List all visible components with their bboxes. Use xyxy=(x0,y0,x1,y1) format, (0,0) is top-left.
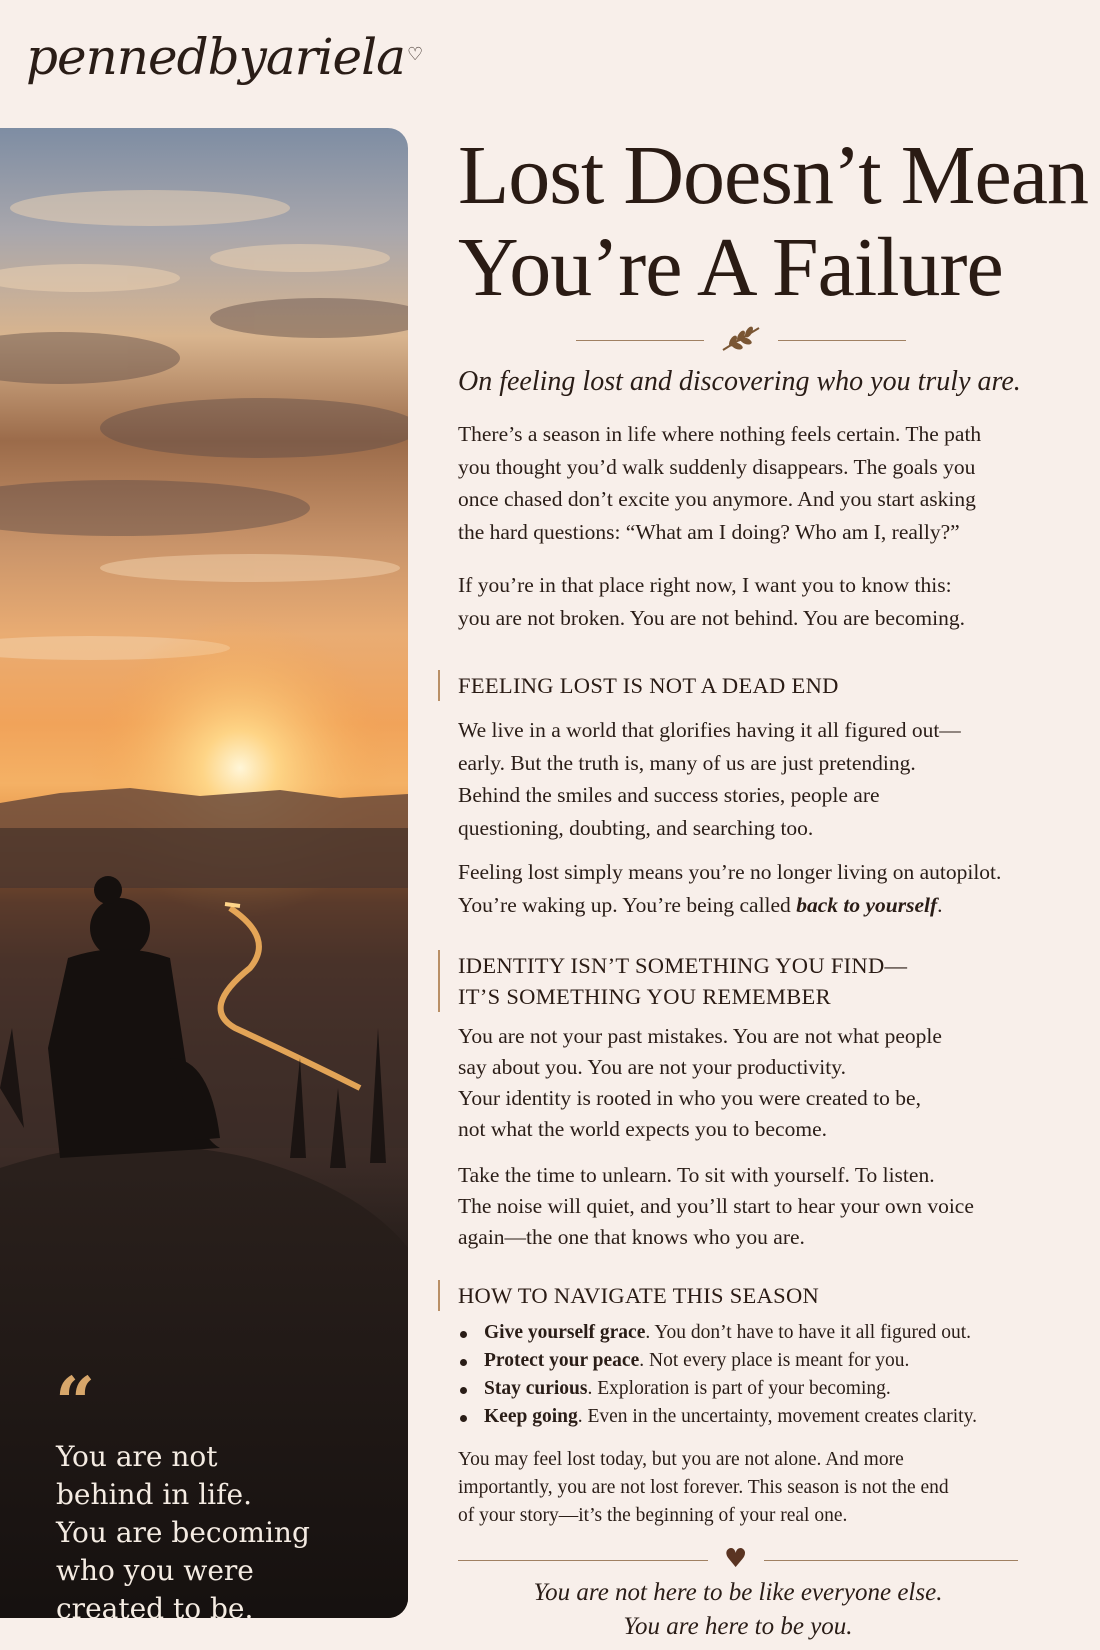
text-line: again—the one that knows who you are. xyxy=(458,1225,805,1249)
list-item-bold: Keep going xyxy=(484,1406,578,1427)
text-line: not what the world expects you to become. xyxy=(458,1117,827,1141)
list-item-text: . Even in the uncertainty, movement creates clarity. xyxy=(577,1406,977,1427)
list-item xyxy=(458,1347,1058,1375)
text-line: questioning, doubting, and searching too. xyxy=(458,815,814,840)
text-line: We live in a world that glorifies having it all figured out— xyxy=(458,718,961,742)
sunset-photo xyxy=(0,128,408,1618)
list-item-bold: Protect your peace xyxy=(484,1350,640,1371)
emphasis-text: back to yourself xyxy=(796,892,938,917)
divider-line xyxy=(764,1560,1018,1561)
text-line: . xyxy=(937,892,943,917)
section-paragraph xyxy=(458,1160,1038,1253)
list-item-text: . You don’t have to have it all figured out. xyxy=(645,1322,972,1343)
section-paragraph xyxy=(458,714,1038,844)
section-heading: HOW TO NAVIGATE THIS SEASON xyxy=(438,1280,1078,1311)
footer-divider xyxy=(458,1546,1018,1576)
divider-line xyxy=(576,340,704,341)
text-line: You may feel lost today, but you are not alone. And more xyxy=(458,1449,904,1470)
text-line: The noise will quiet, and you’ll start to hear your own voice xyxy=(458,1194,974,1218)
tips-list xyxy=(458,1319,1058,1431)
heading-line: IDENTITY ISN’T SOMETHING YOU FIND— xyxy=(458,953,908,978)
text-line: you are not broken. You are not behind. You are becoming. xyxy=(458,605,965,630)
text-line: Behind the smiles and success stories, people are xyxy=(458,783,880,807)
heart-outline-icon: ♡ xyxy=(406,44,423,65)
title-line: Lost Doesn’t Mean xyxy=(458,129,1089,222)
text-line: importantly, you are not lost forever. This season is not the end xyxy=(458,1477,949,1498)
section-heading xyxy=(438,950,1078,1012)
logo-text: pennedbyariela xyxy=(26,28,405,86)
intro-paragraph xyxy=(458,418,1038,548)
intro-paragraph xyxy=(458,569,1038,634)
pull-quote-line: behind in life. xyxy=(56,1478,252,1511)
text-line: There’s a season in life where nothing feels certain. The path xyxy=(458,422,982,446)
closing-quote xyxy=(458,1576,1018,1644)
quote-mark-icon: “ xyxy=(55,1361,96,1444)
brand-logo xyxy=(26,28,422,86)
closing-line: You are not here to be like everyone else. xyxy=(533,1579,943,1606)
text-line: of your story—it’s the beginning of your real one. xyxy=(458,1505,848,1526)
text-line: Take the time to unlearn. To sit with yourself. To listen. xyxy=(458,1163,935,1187)
text-line: early. But the truth is, many of us are just pretending. xyxy=(458,750,916,775)
list-item-text: . Not every place is meant for you. xyxy=(639,1350,910,1371)
article-subtitle: On feeling lost and discovering who you truly are. xyxy=(458,366,1021,397)
pull-quote-line: You are not xyxy=(56,1440,218,1473)
text-line: once chased don’t excite you anymore. And you start asking xyxy=(458,487,976,511)
text-line: the hard questions: “What am I doing? Who am I, really?” xyxy=(458,519,960,544)
list-item-text: . Exploration is part of your becoming. xyxy=(587,1378,891,1399)
list-item-bold: Give yourself grace xyxy=(484,1322,646,1343)
list-item xyxy=(458,1403,1058,1431)
text-line: You’re waking up. You’re being called xyxy=(458,892,797,917)
pull-quote-line: who you were xyxy=(56,1554,254,1587)
title-divider xyxy=(576,324,906,354)
leaf-sprig-icon xyxy=(719,324,763,361)
section-paragraph xyxy=(458,1021,1038,1145)
list-item xyxy=(458,1319,1058,1347)
text-line: Your identity is rooted in who you were created to be, xyxy=(458,1086,921,1110)
pull-quote-line: created to be. xyxy=(56,1592,254,1618)
list-item xyxy=(458,1375,1058,1403)
closing-line: You are here to be you. xyxy=(623,1613,853,1640)
text-line: Feeling lost simply means you’re no longer living on autopilot. xyxy=(458,860,1002,884)
title-line: You’re A Failure xyxy=(458,221,1003,314)
article-title xyxy=(458,130,1098,314)
section-paragraph xyxy=(458,856,1038,921)
pull-quote xyxy=(56,1438,386,1618)
section-heading: FEELING LOST IS NOT A DEAD END xyxy=(438,670,1078,701)
pull-quote-line: You are becoming xyxy=(56,1516,310,1549)
heading-line: IT’S SOMETHING YOU REMEMBER xyxy=(458,984,831,1009)
divider-line xyxy=(778,340,906,341)
closing-paragraph xyxy=(458,1446,1043,1530)
text-line: You are not your past mistakes. You are not what people xyxy=(458,1024,942,1048)
list-item-bold: Stay curious xyxy=(484,1378,588,1399)
text-line: say about you. You are not your productivity. xyxy=(458,1055,846,1079)
divider-line xyxy=(458,1560,708,1561)
text-line: If you’re in that place right now, I want you to know this: xyxy=(458,573,952,597)
text-line: you thought you’d walk suddenly disappears. The goals you xyxy=(458,454,976,479)
heart-icon: ♥ xyxy=(724,1544,748,1574)
